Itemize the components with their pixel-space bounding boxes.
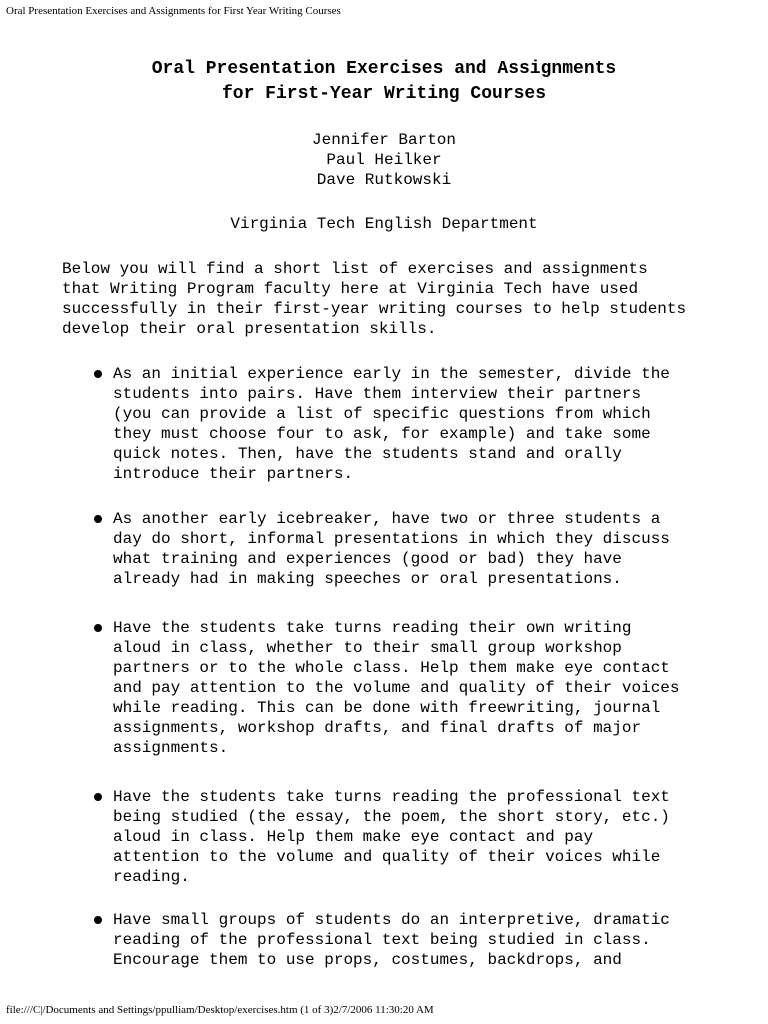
bullet-icon xyxy=(94,624,102,632)
list-item: Have small groups of students do an interpretive, dramatic reading of the professional text being studied in class. Encourage them to use props, costumes, backdrops, and xyxy=(113,911,670,969)
list-item: As another early icebreaker, have two or three students a day do short, informal presentations in which they discuss what training and experiences (good or bad) they have already had in making speeches or oral presentations. xyxy=(113,510,670,588)
print-footer: file:///C|/Documents and Settings/ppulliam/Desktop/exercises.htm (1 of 3)2/7/2006 11:30:20 AM xyxy=(6,1004,434,1016)
list-item: Have the students take turns reading the professional text being studied (the essay, the poem, the short story, etc.) aloud in class. Help them make eye contact and pay attention to the volume and quality of their voices while reading. xyxy=(113,788,670,886)
intro-paragraph: Below you will find a short list of exercises and assignments that Writing Program faculty here at Virginia Tech have used successfully in their first-year writing courses to help students develop their oral presentation skills. xyxy=(62,260,687,338)
author-list xyxy=(0,130,768,190)
bullet-icon xyxy=(94,515,102,523)
author-name: Paul Heilker xyxy=(326,151,442,169)
author-name: Jennifer Barton xyxy=(311,131,457,149)
bullet-icon xyxy=(94,793,102,801)
list-item: As an initial experience early in the semester, divide the students into pairs. Have them interview their partners (you can provide a list of specific questions from which they must choose four to ask, for example) and take some quick notes. Then, have the students stand and orally introduce their partners. xyxy=(113,365,670,483)
bullet-icon xyxy=(94,916,102,924)
title-line-2: for First-Year Writing Courses xyxy=(221,84,547,104)
print-header: Oral Presentation Exercises and Assignments for First Year Writing Courses xyxy=(6,5,341,17)
department-name: Virginia Tech English Department xyxy=(230,215,538,233)
author-name: Dave Rutkowski xyxy=(316,171,452,189)
list-item: Have the students take turns reading their own writing aloud in class, whether to their small group workshop partners or to the whole class. Help them make eye contact and pay attention to the volume and quality of their voices while reading. This can be done with freewriting, journal assignments, workshop drafts, and final drafts of major assignments. xyxy=(113,619,680,757)
bullet-icon xyxy=(94,370,102,378)
title-line-1: Oral Presentation Exercises and Assignments xyxy=(151,59,617,79)
document-title xyxy=(0,57,768,107)
